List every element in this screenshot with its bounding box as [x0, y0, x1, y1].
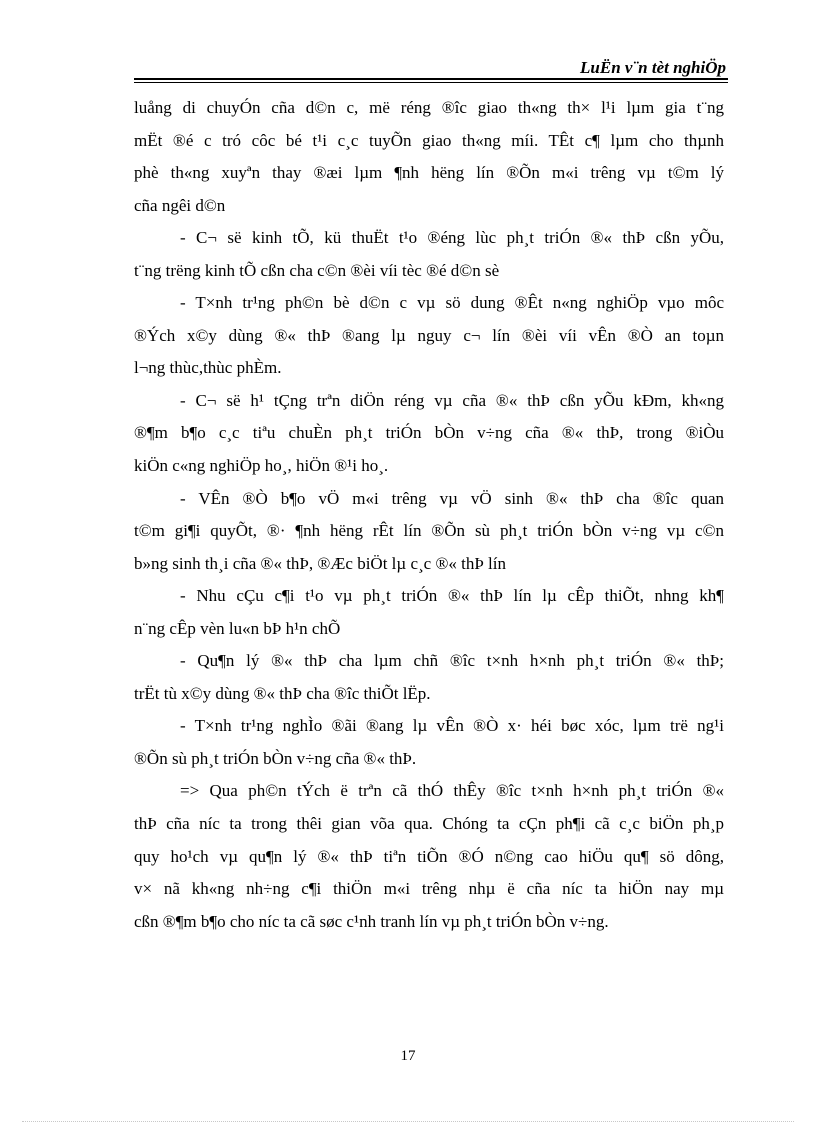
text-line: thÞ cña níc ta trong thêi gian võa qua. Chóng ta cÇn ph¶i cã c¸c biÖn ph¸p	[134, 814, 724, 834]
text-line: luång di chuyÓn cña d©n c, më réng ®îc giao th«ng th× l¹i lµm gia t¨ng	[134, 98, 724, 117]
text-line: - Nhu cÇu c¶i t¹o vµ ph¸t triÓn ®« thÞ lín lµ cÊp thiÕt, nhng kh¶	[180, 586, 724, 606]
text-line: ®Õn sù ph¸t triÓn bÒn v÷ng cña ®« thÞ.	[134, 748, 417, 768]
text-line: - T×nh tr¹ng ph©n bè d©n c vµ sö dung ®Êt n«ng nghiÖp vµo môc	[180, 293, 724, 313]
text-line: kiÖn c«ng nghiÖp ho¸, hiÖn ®¹i ho¸.	[134, 456, 389, 476]
text-line: trËt tù x©y dùng ®« thÞ cha ®îc thiÕt lËp.	[134, 683, 431, 703]
page-edge-divider	[22, 1121, 794, 1122]
text-line: l¬ng thùc,thùc phÈm.	[134, 358, 282, 378]
text-line: v× nã kh«ng nh÷ng c¶i thiÖn m«i trêng nhµ ë cña níc ta hiÖn nay mµ	[134, 879, 724, 899]
text-line: cña ngêi d©n	[134, 195, 226, 215]
text-line: - VÊn ®Ò b¶o vÖ m«i trêng vµ vÖ sinh ®« thÞ cha ®îc quan	[180, 488, 724, 508]
text-line: - C¬ së kinh tÕ, kü thuËt t¹o ®éng lùc ph¸t triÓn ®« thÞ cßn yÕu,	[180, 228, 724, 248]
body-text	[134, 92, 724, 938]
text-line: => Qua ph©n tÝch ë trªn cã thÓ thÊy ®îc t×nh h×nh ph¸t triÓn ®«	[180, 781, 724, 801]
text-line: mËt ®é c tró côc bé t¹i c¸c tuyÕn giao th«ng míi. TÊt c¶ lµm cho thµnh	[134, 130, 724, 150]
text-line: quy ho¹ch vµ qu¶n lý ®« thÞ tiªn tiÕn ®Ó n©ng cao hiÖu qu¶ sö dông,	[134, 846, 724, 866]
running-header-title: LuËn v¨n tèt nghiÖp	[580, 58, 726, 77]
text-line: - C¬ së h¹ tÇng trªn diÖn réng vµ cña ®« thÞ cßn yÕu kÐm, kh«ng	[180, 390, 724, 410]
text-line: t©m gi¶i quyÕt, ®· ¶nh hëng rÊt lín ®Õn sù ph¸t triÓn bÒn v÷ng vµ c©n	[134, 521, 724, 541]
text-line: cßn ®¶m b¶o cho níc ta cã søc c¹nh tranh lín vµ ph¸t triÓn bÒn v÷ng.	[134, 911, 609, 931]
text-line: t¨ng trëng kinh tÕ cßn cha c©n ®èi víi tèc ®é d©n sè	[134, 260, 500, 280]
text-line: - Qu¶n lý ®« thÞ cha lµm chñ ®îc t×nh h×nh ph¸t triÓn ®« thÞ;	[180, 651, 724, 671]
header-rule-thin	[134, 82, 728, 83]
text-line: ®¶m b¶o c¸c tiªu chuÈn ph¸t triÓn bÒn v÷ng cña ®« thÞ, trong ®iÒu	[134, 423, 724, 443]
text-line: - T×nh tr¹ng nghÌo ®ãi ®ang lµ vÊn ®Ò x· héi bøc xóc, lµm trë ng¹i	[180, 716, 724, 736]
text-line: b»ng sinh th¸i cña ®« thÞ, ®Æc biÖt lµ c¸c ®« thÞ lín	[134, 553, 506, 573]
text-line: n¨ng cÊp vèn lu«n bÞ h¹n chÕ	[134, 618, 341, 638]
page-number: 17	[400, 1048, 416, 1064]
text-line: phè th«ng xuyªn thay ®æi lµm ¶nh hëng lín ®Õn m«i trêng vµ t©m lý	[134, 163, 724, 183]
text-line: ®Ých x©y dùng ®« thÞ ®ang lµ nguy c¬ lín ®èi víi vÊn ®Ò an toµn	[134, 325, 724, 345]
header-rule	[134, 78, 728, 80]
